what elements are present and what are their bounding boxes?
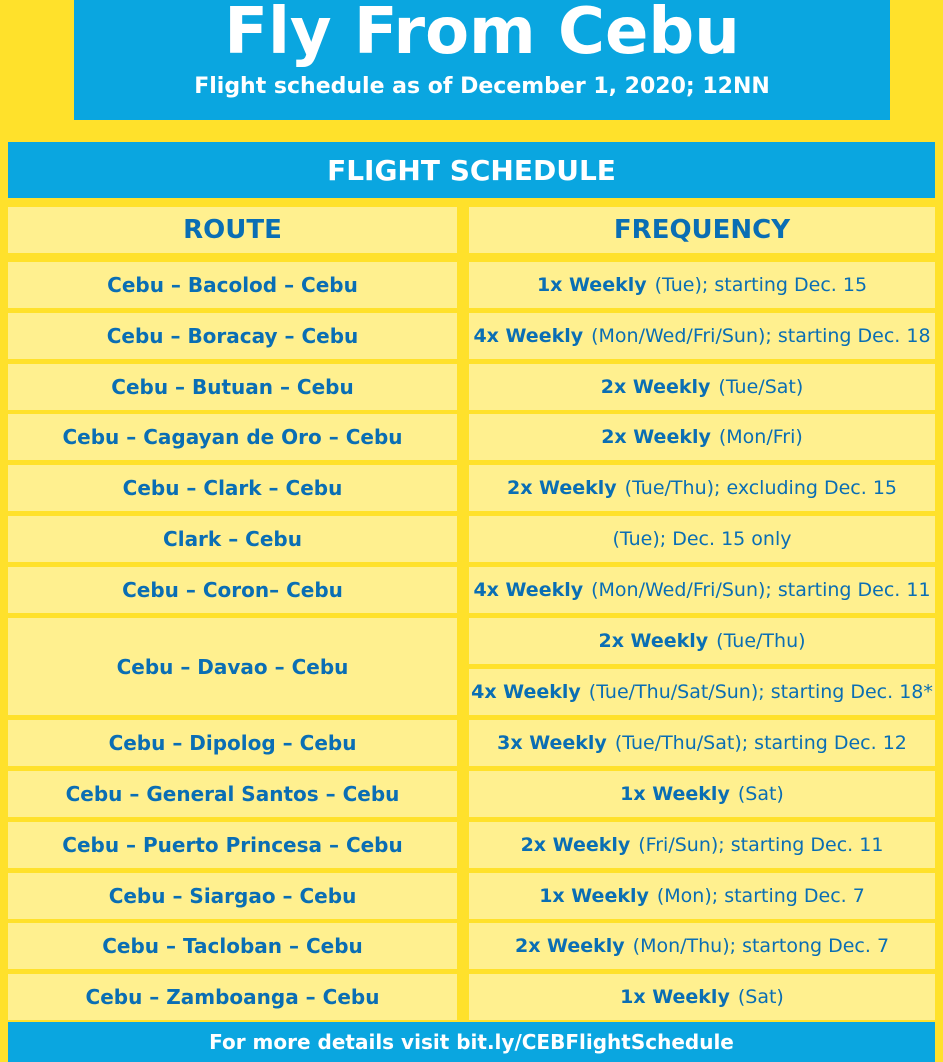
weekly-count: 1x Weekly xyxy=(620,783,730,805)
schedule-header: FLIGHT SCHEDULE xyxy=(8,142,935,198)
frequency-detail: (Tue/Sat) xyxy=(718,376,804,398)
frequency-cell xyxy=(469,720,935,766)
weekly-count: 2x Weekly xyxy=(601,426,711,448)
route-cell: Cebu – General Santos – Cebu xyxy=(8,771,457,817)
frequency-detail: (Mon/Wed/Fri/Sun); starting Dec. 11 xyxy=(591,579,931,601)
frequency-cell xyxy=(469,771,935,817)
frequency-cell xyxy=(469,974,935,1020)
frequency-detail: (Mon/Fri) xyxy=(718,426,803,448)
frequency-cell xyxy=(469,364,935,410)
frequency-detail: (Fri/Sun); starting Dec. 11 xyxy=(638,834,884,856)
weekly-count: 2x Weekly xyxy=(600,376,711,398)
footer-note[interactable]: For more details visit bit.ly/CEBFlightSchedule xyxy=(8,1022,935,1062)
frequency-cell xyxy=(469,567,935,613)
weekly-count: 4x Weekly xyxy=(473,325,584,347)
title-banner xyxy=(74,0,890,120)
weekly-count: 1x Weekly xyxy=(536,274,647,296)
route-cell: Cebu – Coron– Cebu xyxy=(8,567,457,613)
route-cell: Cebu – Boracay – Cebu xyxy=(8,313,457,359)
frequency-detail: (Tue); starting Dec. 15 xyxy=(654,274,868,296)
frequency-detail: (Tue/Thu/Sat); starting Dec. 12 xyxy=(614,732,907,754)
weekly-count: 4x Weekly xyxy=(473,579,584,601)
weekly-count: 2x Weekly xyxy=(598,630,709,652)
weekly-count: 3x Weekly xyxy=(497,732,607,754)
weekly-count: 2x Weekly xyxy=(506,477,617,499)
frequency-detail: (Tue); Dec. 15 only xyxy=(612,528,792,550)
weekly-count: 2x Weekly xyxy=(514,935,625,957)
page-title: Fly From Cebu xyxy=(224,0,740,69)
frequency-detail: (Sat) xyxy=(737,783,784,805)
frequency-cell xyxy=(469,262,935,308)
frequency-detail: (Tue/Thu/Sat/Sun); starting Dec. 18* xyxy=(588,681,933,703)
frequency-cell xyxy=(469,516,935,562)
frequency-detail: (Mon/Thu); startong Dec. 7 xyxy=(632,935,890,957)
frequency-detail: (Mon); starting Dec. 7 xyxy=(656,885,865,907)
route-cell: Cebu – Davao – Cebu xyxy=(8,618,457,715)
weekly-count: 1x Weekly xyxy=(620,986,730,1008)
route-cell: Cebu – Clark – Cebu xyxy=(8,465,457,511)
route-column-header: ROUTE xyxy=(8,207,457,253)
frequency-detail: (Tue/Thu) xyxy=(716,630,806,652)
frequency-cell xyxy=(469,669,935,715)
frequency-cell xyxy=(469,465,935,511)
frequency-cell xyxy=(469,313,935,359)
frequency-cell xyxy=(469,618,935,664)
frequency-detail: (Mon/Wed/Fri/Sun); starting Dec. 18 xyxy=(591,325,931,347)
route-cell: Cebu – Puerto Princesa – Cebu xyxy=(8,822,457,868)
frequency-cell xyxy=(469,873,935,919)
route-cell: Cebu – Dipolog – Cebu xyxy=(8,720,457,766)
page-subtitle: Flight schedule as of December 1, 2020; 12NN xyxy=(194,74,770,99)
frequency-cell xyxy=(469,923,935,969)
frequency-cell xyxy=(469,822,935,868)
route-cell: Cebu – Zamboanga – Cebu xyxy=(8,974,457,1020)
route-cell: Cebu – Siargao – Cebu xyxy=(8,873,457,919)
route-cell: Cebu – Bacolod – Cebu xyxy=(8,262,457,308)
frequency-cell xyxy=(469,414,935,460)
route-cell: Cebu – Tacloban – Cebu xyxy=(8,923,457,969)
frequency-column-header: FREQUENCY xyxy=(469,207,935,253)
frequency-detail: (Tue/Thu); excluding Dec. 15 xyxy=(624,477,898,499)
route-cell: Clark – Cebu xyxy=(8,516,457,562)
route-cell: Cebu – Cagayan de Oro – Cebu xyxy=(8,414,457,460)
route-cell: Cebu – Butuan – Cebu xyxy=(8,364,457,410)
frequency-detail: (Sat) xyxy=(737,986,784,1008)
weekly-count: 1x Weekly xyxy=(539,885,649,907)
weekly-count: 4x Weekly xyxy=(471,681,581,703)
weekly-count: 2x Weekly xyxy=(520,834,631,856)
